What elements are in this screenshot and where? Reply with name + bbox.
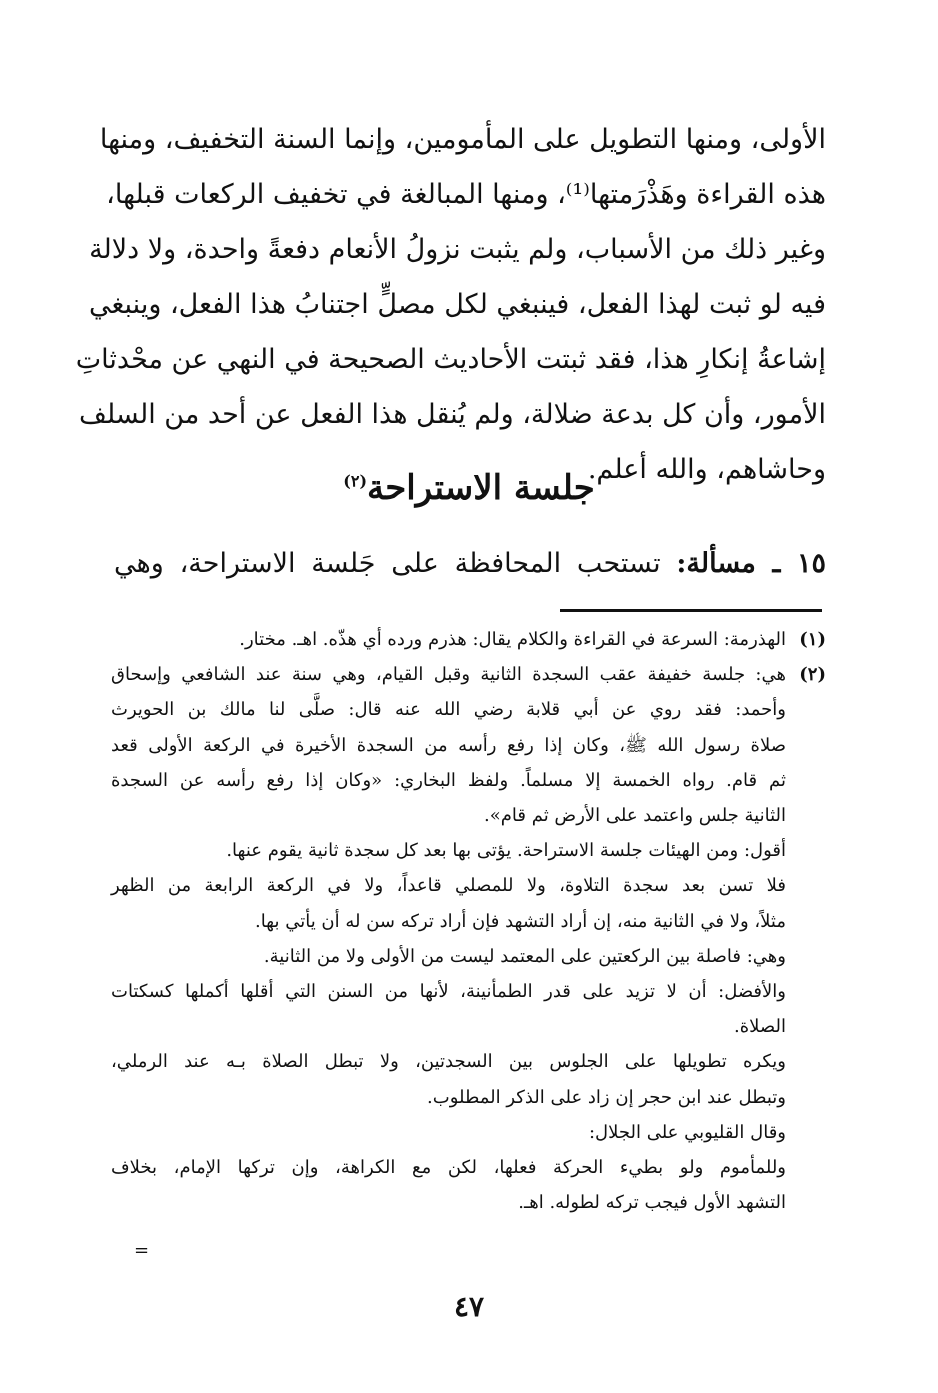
footnote-separator	[560, 609, 822, 612]
footnote-line: وللمأموم ولو بطيء الحركة فعلها، لكن مع الكراهة، وإن تركها الإمام، بخلاف	[111, 1157, 786, 1179]
main-line: إشاعةُ إنكارِ هذا، فقد ثبتت الأحاديث الصحيحة في النهي عن محْدثاتِ	[75, 344, 826, 375]
footnote-1	[111, 622, 826, 657]
footnote-number: (٢)	[799, 664, 826, 686]
footnote-line: فلا تسن بعد سجدة التلاوة، ولا للمصلي قاعداً، ولا في الركعة الرابعة من الظهر	[111, 875, 786, 897]
footnote-line: صلاة رسول الله ﷺ، وكان إذا رفع رأسه من السجدة الأخيرة في الركعة الأولى قعد	[111, 734, 786, 756]
main-line: الأولى، ومنها التطويل على المأمومين، وإنما السنة التخفيف، ومنها	[99, 124, 826, 155]
footnote-line: وقال القليوبي على الجلال:	[588, 1121, 786, 1143]
footnote-line: وتبطل عند ابن حجر إن زاد على الذكر المطلوب.	[427, 1086, 786, 1108]
footnote-line: وأحمد: فقد روي عن أبي قلابة رضي الله عنه قال: صلَّى لنا مالك بن الحويرث	[111, 699, 786, 721]
footnotes	[111, 622, 826, 1220]
footnote-line: والأفضل: أن لا تزيد على قدر الطمأنينة، لأنها من السنن التي أقلها أكملها كسكتات	[111, 981, 786, 1003]
page-number: ٤٧	[453, 1290, 485, 1323]
main-line: هذه القراءة وهَذْرَمتها⁽¹⁾، ومنها المبالغة في تخفيف الركعات قبلها،	[106, 179, 826, 210]
section-heading	[0, 468, 938, 508]
footnote-line: أقول: ومن الهيئات جلسة الاستراحة. يؤتى بها بعد كل سجدة ثانية يقوم عنها.	[226, 840, 786, 862]
main-line: الأمور، وأن كل بدعة ضلالة، ولم يُنقل هذا الفعل عن أحد من السلف	[79, 399, 826, 430]
issue-line	[114, 540, 826, 588]
issue-label: ١٥ ـ مسألة:	[676, 548, 827, 579]
issue-text: تستحب المحافظة على جَلسة الاستراحة، وهي	[114, 548, 677, 579]
section-title: جلسة الاستراحة	[367, 468, 595, 508]
section-footnote-ref: (٢)	[343, 471, 368, 491]
main-line: وحاشاهم، والله أعلم.	[587, 454, 826, 485]
footnote-line: ثم قام. رواه الخمسة إلا مسلماً. ولفظ البخاري: «وكان إذا رفع رأسه عن السجدة	[111, 769, 786, 791]
footnote-line: الصلاة.	[734, 1016, 786, 1038]
footnote-line: الثانية جلس واعتمد على الأرض ثم قام».	[484, 805, 786, 827]
footnote-line: هي: جلسة خفيفة عقب السجدة الثانية وقبل القيام، وهي سنة عند الشافعي وإسحاق	[111, 664, 786, 686]
main-line: وغير ذلك من الأسباب، ولم يثبت نزولُ الأنعام دفعةً واحدة، ولا دلالة	[89, 234, 826, 265]
footnote-line: وهي: فاصلة بين الركعتين على المعتمد ليست من الأولى ولا من الثانية.	[263, 945, 786, 967]
footnote-number: (١)	[799, 629, 826, 650]
footnote-text: الهذرمة: السرعة في القراءة والكلام يقال: هذرم ورده أي هذّه. اهـ. مختار.	[239, 629, 786, 650]
main-paragraph	[75, 112, 826, 497]
footnote-line: مثلاً، ولا في الثانية منه، إن أراد التشهد فإن أراد تركه سن له أن يأتي بها.	[254, 910, 786, 932]
footnote-line: التشهد الأول فيجب تركه لطوله. اهـ.	[518, 1192, 786, 1214]
footnote-2	[111, 657, 826, 1220]
main-line: فيه لو ثبت لهذا الفعل، فينبغي لكل مصلٍّ اجتنابُ هذا الفعل، وينبغي	[89, 289, 826, 320]
footnote-line: ويكره تطويلها على الجلوس بين السجدتين، ولا تبطل الصلاة بـه عند الرملي،	[111, 1051, 786, 1073]
continuation-mark: =	[134, 1240, 150, 1261]
